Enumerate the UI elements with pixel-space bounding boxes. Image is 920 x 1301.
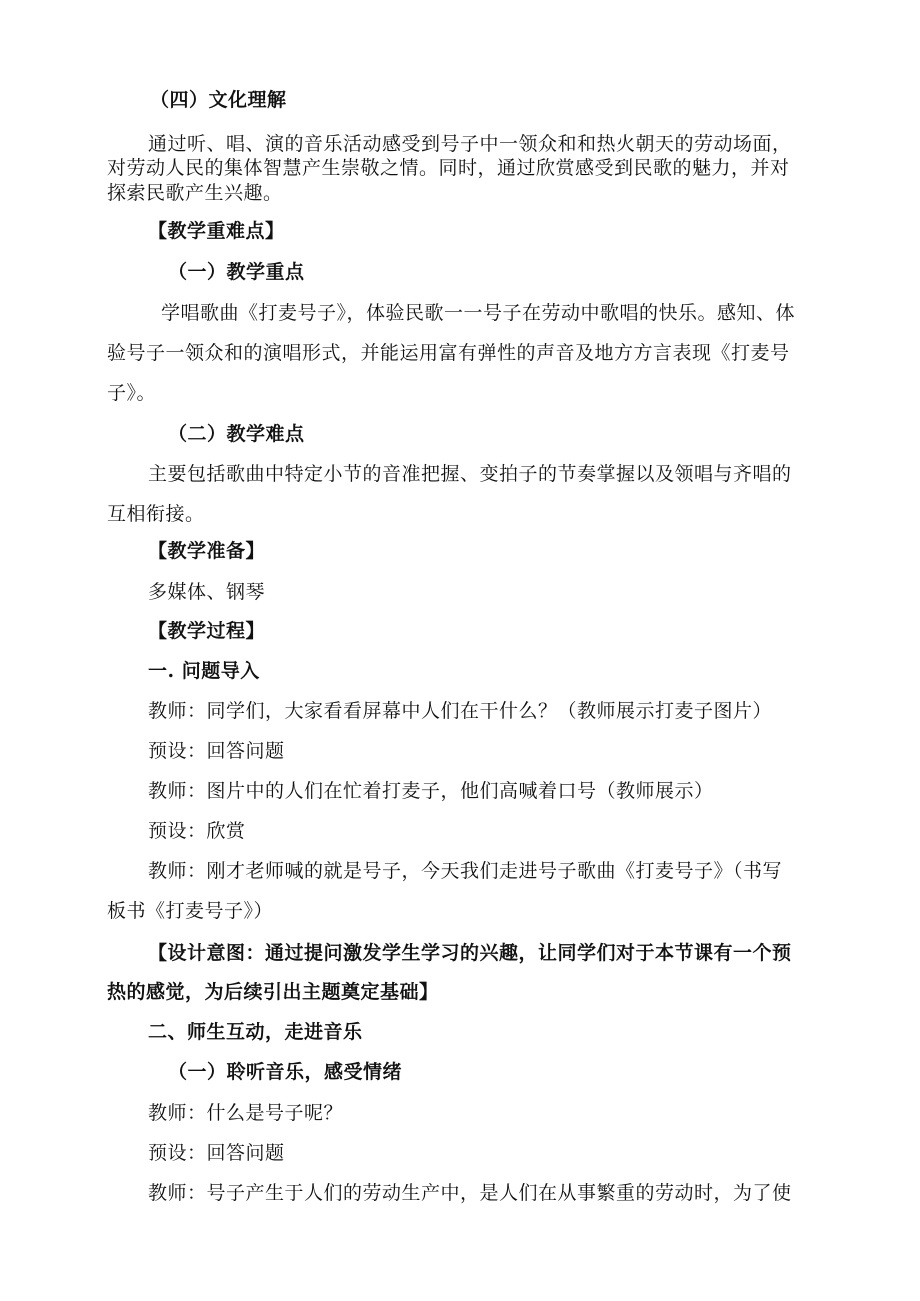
dialogue-line: 板书《打麦号子》） xyxy=(107,900,274,922)
step-heading-intro: 一. 问题导入 xyxy=(148,660,260,682)
paragraph-line: 互相衔接。 xyxy=(107,503,205,525)
dialogue-line: 教师：同学们，大家看看屏幕中人们在干什么？（教师展示打麦子图片） xyxy=(148,700,773,722)
paragraph-line: 通过听、唱、演的音乐活动感受到号子中一领众和和热火朝天的劳动场面， xyxy=(148,133,792,155)
design-intent-line: 【设计意图：通过提问激发学生学习的兴趣，让同学们对于本节课有一个预 xyxy=(148,942,792,964)
step-heading-interaction: 二、师生互动，走进音乐 xyxy=(148,1021,363,1043)
design-intent-line: 热的感觉，为后续引出主题奠定基础】 xyxy=(107,981,439,1003)
paragraph-line: 子》。 xyxy=(107,382,157,404)
dialogue-line: 教师：刚才老师喊的就是号子，今天我们走进号子歌曲《打麦号子》（书写 xyxy=(148,860,783,882)
section-heading-process: 【教学过程】 xyxy=(148,620,266,642)
paragraph-line: 主要包括歌曲中特定小节的音准把握、变拍子的节奏掌握以及领唱与齐唱的 xyxy=(148,463,792,485)
section-heading-preparation: 【教学准备】 xyxy=(148,540,266,562)
preparation-text: 多媒体、钢琴 xyxy=(148,581,266,603)
subheading-difficulty: （二）教学难点 xyxy=(168,423,305,445)
section-heading-key-points: 【教学重难点】 xyxy=(148,220,285,242)
dialogue-line: 教师：图片中的人们在忙着打麦子，他们高喊着口号（教师展示） xyxy=(148,780,714,802)
dialogue-line: 预设：回答问题 xyxy=(148,740,285,762)
paragraph-line: 验号子一领众和的演唱形式，并能运用富有弹性的声音及地方方言表现《打麦号 xyxy=(107,342,790,364)
dialogue-line: 预设：回答问题 xyxy=(148,1142,285,1164)
paragraph-line: 探索民歌产生兴趣。 xyxy=(107,182,283,204)
paragraph-line: 对劳动人民的集体智慧产生崇敬之情。同时，通过欣赏感受到民歌的魅力，并对 xyxy=(107,157,790,179)
section-heading-culture: （四）文化理解 xyxy=(150,89,287,111)
dialogue-line: 预设：欣赏 xyxy=(148,820,246,842)
subheading-listening: （一）聆听音乐，感受情绪 xyxy=(168,1061,403,1083)
dialogue-line: 教师：什么是号子呢？ xyxy=(148,1102,344,1124)
dialogue-line: 教师：号子产生于人们的劳动生产中，是人们在从事繁重的劳动时，为了使 xyxy=(148,1182,792,1204)
paragraph-line: 学唱歌曲《打麦号子》，体验民歌一一号子在劳动中歌唱的快乐。感知、体 xyxy=(161,302,796,324)
subheading-focus: （一）教学重点 xyxy=(168,261,305,283)
